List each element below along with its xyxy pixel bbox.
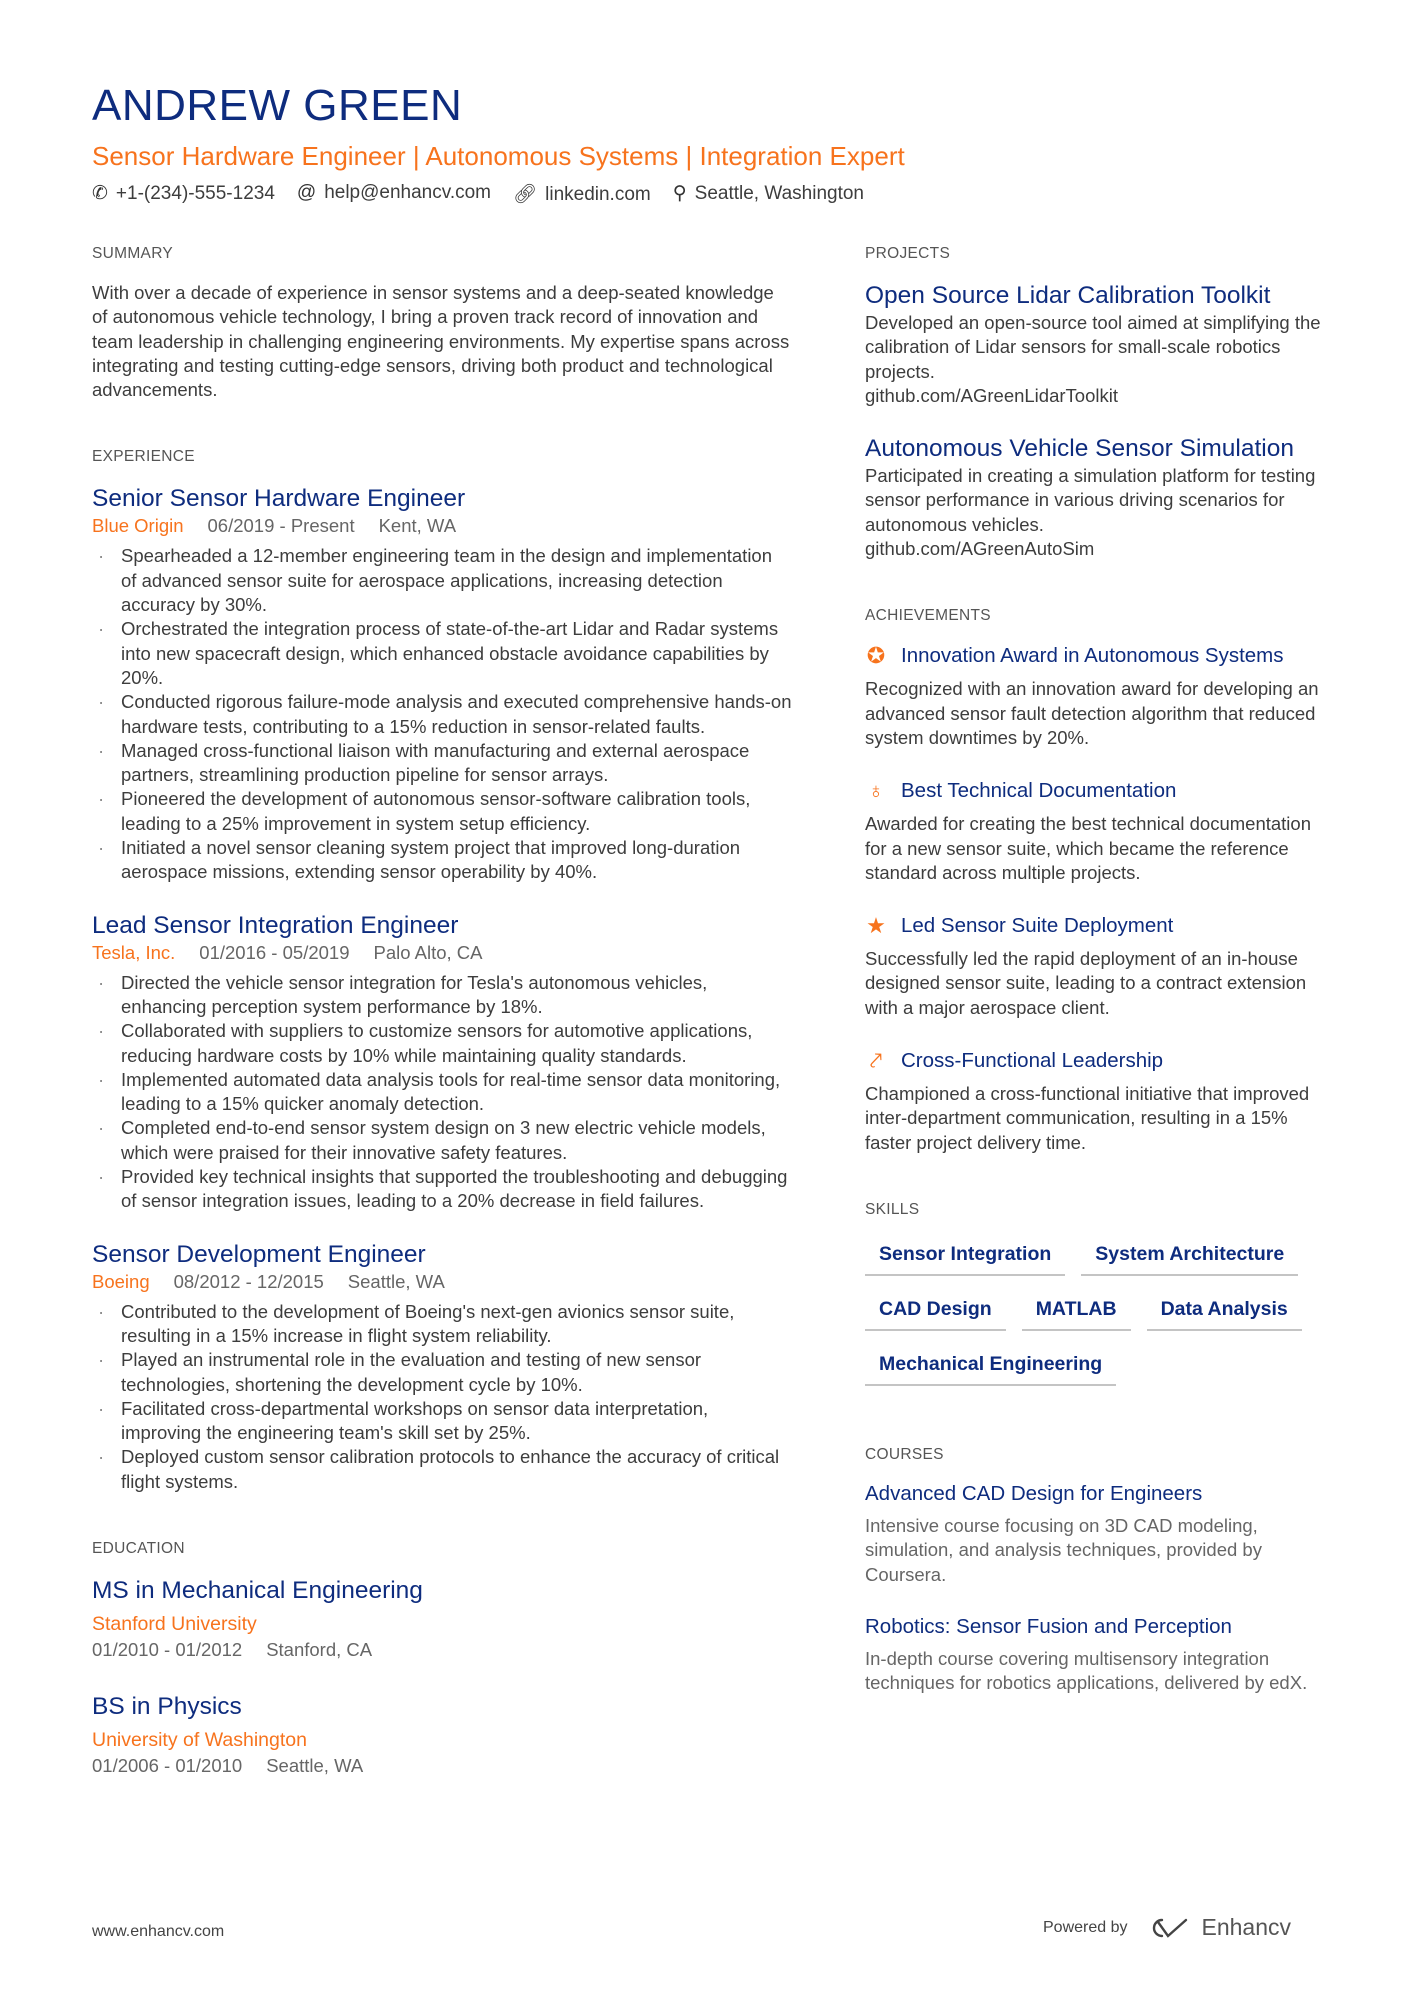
project-link[interactable]: github.com/AGreenLidarToolkit xyxy=(865,384,1118,406)
resume-header xyxy=(92,80,905,206)
right-column xyxy=(865,245,1325,1741)
achievement-header xyxy=(865,778,1325,804)
job-location: Kent, WA xyxy=(378,515,457,537)
degree-title: MS in Mechanical Engineering xyxy=(92,1576,423,1604)
footer-website[interactable]: www.enhancv.com xyxy=(92,1923,225,1940)
job-entry xyxy=(92,484,792,884)
section-heading: PROJECTS xyxy=(865,245,951,262)
achievement-description: Championed a cross-functional initiative that improved inter-department communication, resulting in a 15% faster project delivery time. xyxy=(865,1083,1310,1153)
job-bullets xyxy=(92,544,792,884)
job-meta xyxy=(92,514,792,538)
section-heading: ACHIEVEMENTS xyxy=(865,607,991,625)
achievement-description: Awarded for creating the best technical documentation for a new sensor suite, which became the reference standard across multiple projects. xyxy=(865,813,1311,883)
job-entry xyxy=(92,911,792,1214)
education-location: Stanford, CA xyxy=(266,1638,373,1660)
bullet-item: · Collaborated with suppliers to customize sensors for automotive applications, reducing hardware costs by 10% while maintaining quality standards. xyxy=(92,1019,792,1068)
brand-name: Enhancv xyxy=(1201,1914,1292,1940)
contact-linkedin[interactable] xyxy=(513,182,651,206)
bullet-item: · Orchestrated the integration process of state-of-the-art Lidar and Radar systems into new spacecraft design, which enhanced obstacle avoidance capabilities by 20%. xyxy=(92,617,792,690)
education-entry xyxy=(92,1576,792,1662)
bullet-item: · Conducted rigorous failure-mode analysis and executed comprehensive hands-on hardware tests, contributing to a 15% reduction in sensor-related faults. xyxy=(92,690,792,739)
star-icon: ★ xyxy=(866,913,886,939)
course-entry xyxy=(865,1482,1325,1587)
course-title: Advanced CAD Design for Engineers xyxy=(865,1481,1203,1505)
experience-section xyxy=(92,448,792,1494)
lightbulb-icon: ♁ xyxy=(867,778,885,804)
bullet-item: · Directed the vehicle sensor integration for Tesla's autonomous vehicles, enhancing perception system performance by 18%. xyxy=(92,971,792,1020)
education-meta xyxy=(92,1754,792,1778)
location-text: Seattle, Washington xyxy=(694,183,864,204)
powered-by-text: Powered by xyxy=(1043,1918,1128,1936)
skill-tag: Mechanical Engineering xyxy=(865,1347,1116,1386)
achievement-header xyxy=(865,643,1325,669)
job-entry xyxy=(92,1240,792,1494)
section-heading: SUMMARY xyxy=(92,245,174,262)
at-icon: @ xyxy=(296,182,317,203)
company-name: Blue Origin xyxy=(92,515,184,537)
candidate-name: ANDREW GREEN xyxy=(92,81,463,130)
achievement-title: Led Sensor Suite Deployment xyxy=(901,914,1174,938)
skill-tag: Data Analysis xyxy=(1147,1292,1302,1331)
education-entry xyxy=(92,1692,792,1778)
link-icon: 🔗︎ xyxy=(513,184,538,205)
achievement-entry xyxy=(865,778,1325,885)
bullet-item: · Initiated a novel sensor cleaning system project that improved long-duration aerospace missions, extending sensor operability by 40%. xyxy=(92,836,792,885)
achievement-description: Recognized with an innovation award for developing an advanced sensor fault detection algorithm that reduced system downtimes by 20%. xyxy=(865,678,1319,748)
course-entry xyxy=(865,1615,1325,1696)
phone-icon: ✆ xyxy=(92,183,108,204)
school-name: University of Washington xyxy=(92,1728,307,1751)
achievement-title: Best Technical Documentation xyxy=(901,779,1177,803)
left-column xyxy=(92,245,792,1824)
project-entry xyxy=(865,434,1325,561)
achievement-header xyxy=(865,1048,1325,1074)
project-link[interactable]: github.com/AGreenAutoSim xyxy=(865,538,1095,560)
bullet-item: · Pioneered the development of autonomous sensor-software calibration tools, leading to a 25% improvement in system setup efficiency. xyxy=(92,787,792,836)
skills-section xyxy=(865,1201,1325,1386)
summary-text: With over a decade of experience in sensor systems and a deep-seated knowledge of autonomous vehicle technology, I bring a proven track record of innovation and team leadership in challenging engineering environments. My expertise spans across integrating and testing cutting-edge sensors, driving both product and technological advancements. xyxy=(92,282,790,401)
location-pin-icon: ⚲ xyxy=(672,183,687,204)
contact-info xyxy=(92,182,905,206)
project-entry xyxy=(865,281,1325,408)
school-name: Stanford University xyxy=(92,1612,257,1635)
project-description: Developed an open-source tool aimed at simplifying the calibration of Lidar sensors for small-scale robotics projects. xyxy=(865,312,1321,382)
achievement-entry xyxy=(865,1048,1325,1155)
job-title: Senior Sensor Hardware Engineer xyxy=(92,485,466,513)
phone-text: +1-(234)-555-1234 xyxy=(115,183,275,204)
job-dates: 08/2012 - 12/2015 xyxy=(173,1270,324,1292)
bullet-item: · Contributed to the development of Boeing's next-gen avionics sensor suite, resulting in a 15% increase in flight system reliability. xyxy=(92,1300,792,1349)
bullet-item: · Completed end-to-end sensor system design on 3 new electric vehicle models, which were praised for their innovative safety features. xyxy=(92,1116,792,1165)
company-name: Tesla, Inc. xyxy=(92,941,176,963)
job-location: Seattle, WA xyxy=(347,1270,445,1292)
award-medal-icon: ✪ xyxy=(866,643,886,669)
strategy-icon: ⤤ xyxy=(869,1048,883,1074)
education-dates: 01/2010 - 01/2012 xyxy=(92,1638,243,1660)
skill-tag: CAD Design xyxy=(865,1292,1006,1331)
course-title: Robotics: Sensor Fusion and Perception xyxy=(865,1614,1232,1638)
candidate-tagline: Sensor Hardware Engineer | Autonomous Systems | Integration Expert xyxy=(92,141,905,171)
section-heading: SKILLS xyxy=(865,1200,920,1218)
achievement-title: Innovation Award in Autonomous Systems xyxy=(901,644,1284,668)
bullet-item: · Played an instrumental role in the evaluation and testing of new sensor technologies, shortening the development cycle by 10%. xyxy=(92,1348,792,1397)
course-description: Intensive course focusing on 3D CAD modeling, simulation, and analysis techniques, provided by Coursera. xyxy=(865,1514,1262,1585)
skill-tag: Sensor Integration xyxy=(865,1237,1065,1276)
education-meta xyxy=(92,1638,792,1662)
contact-email[interactable] xyxy=(297,182,491,206)
bullet-item: · Provided key technical insights that supported the troubleshooting and debugging of sensor integration issues, leading to a 20% decrease in field failures. xyxy=(92,1165,792,1214)
job-title: Sensor Development Engineer xyxy=(92,1240,426,1268)
achievement-entry xyxy=(865,913,1325,1020)
contact-location xyxy=(673,182,864,206)
skill-tag: System Architecture xyxy=(1081,1237,1298,1276)
job-location: Palo Alto, CA xyxy=(373,941,483,963)
job-bullets xyxy=(92,971,792,1214)
bullet-item: · Deployed custom sensor calibration protocols to enhance the accuracy of critical flight systems. xyxy=(92,1445,792,1494)
education-dates: 01/2006 - 01/2010 xyxy=(92,1754,243,1776)
contact-phone xyxy=(92,182,275,206)
job-meta xyxy=(92,941,792,965)
courses-section xyxy=(865,1446,1325,1695)
linkedin-text[interactable]: linkedin.com xyxy=(545,184,651,205)
achievement-header xyxy=(865,913,1325,939)
bullet-item: · Managed cross-functional liaison with manufacturing and external aerospace partners, streamlining production pipeline for sensor arrays. xyxy=(92,739,792,788)
project-description: Participated in creating a simulation platform for testing sensor performance in various driving scenarios for autonomous vehicles. xyxy=(865,465,1316,535)
section-heading: EXPERIENCE xyxy=(92,448,195,466)
enhancv-logo xyxy=(1146,1914,1292,1941)
degree-title: BS in Physics xyxy=(92,1692,242,1720)
skills-list xyxy=(865,1237,1325,1386)
bullet-item: · Facilitated cross-departmental workshops on sensor data interpretation, improving the engineering team's skill set by 25%. xyxy=(92,1397,792,1446)
job-title: Lead Sensor Integration Engineer xyxy=(92,911,459,939)
achievements-section xyxy=(865,607,1325,1155)
education-location: Seattle, WA xyxy=(266,1754,364,1776)
footer-powered-by xyxy=(1043,1914,1291,1941)
job-dates: 01/2016 - 05/2019 xyxy=(199,941,350,963)
course-description: In-depth course covering multisensory integration techniques for robotics applications, delivered by edX. xyxy=(865,1647,1308,1694)
projects-section xyxy=(865,245,1325,561)
job-dates: 06/2019 - Present xyxy=(207,515,355,537)
achievement-title: Cross-Functional Leadership xyxy=(901,1049,1164,1073)
email-text[interactable]: help@enhancv.com xyxy=(324,182,491,203)
job-meta xyxy=(92,1270,792,1294)
section-heading: COURSES xyxy=(865,1445,944,1463)
project-title: Autonomous Vehicle Sensor Simulation xyxy=(865,435,1295,463)
company-name: Boeing xyxy=(92,1270,150,1292)
education-section xyxy=(92,1540,792,1778)
bullet-item: · Implemented automated data analysis tools for real-time sensor data monitoring, leading to a 15% quicker anomaly detection. xyxy=(92,1068,792,1117)
section-heading: EDUCATION xyxy=(92,1539,185,1557)
skill-tag: MATLAB xyxy=(1022,1292,1131,1331)
bullet-item: · Spearheaded a 12-member engineering team in the design and implementation of advanced sensor suite for aerospace applications, increasing detection accuracy by 30%. xyxy=(92,544,792,617)
enhancv-logo-icon xyxy=(1146,1916,1192,1940)
achievement-description: Successfully led the rapid deployment of an in-house designed sensor suite, leading to a contract extension with a major aerospace client. xyxy=(865,948,1307,1018)
summary-section xyxy=(92,245,792,402)
project-title: Open Source Lidar Calibration Toolkit xyxy=(865,282,1271,309)
achievement-entry xyxy=(865,643,1325,750)
job-bullets xyxy=(92,1300,792,1494)
